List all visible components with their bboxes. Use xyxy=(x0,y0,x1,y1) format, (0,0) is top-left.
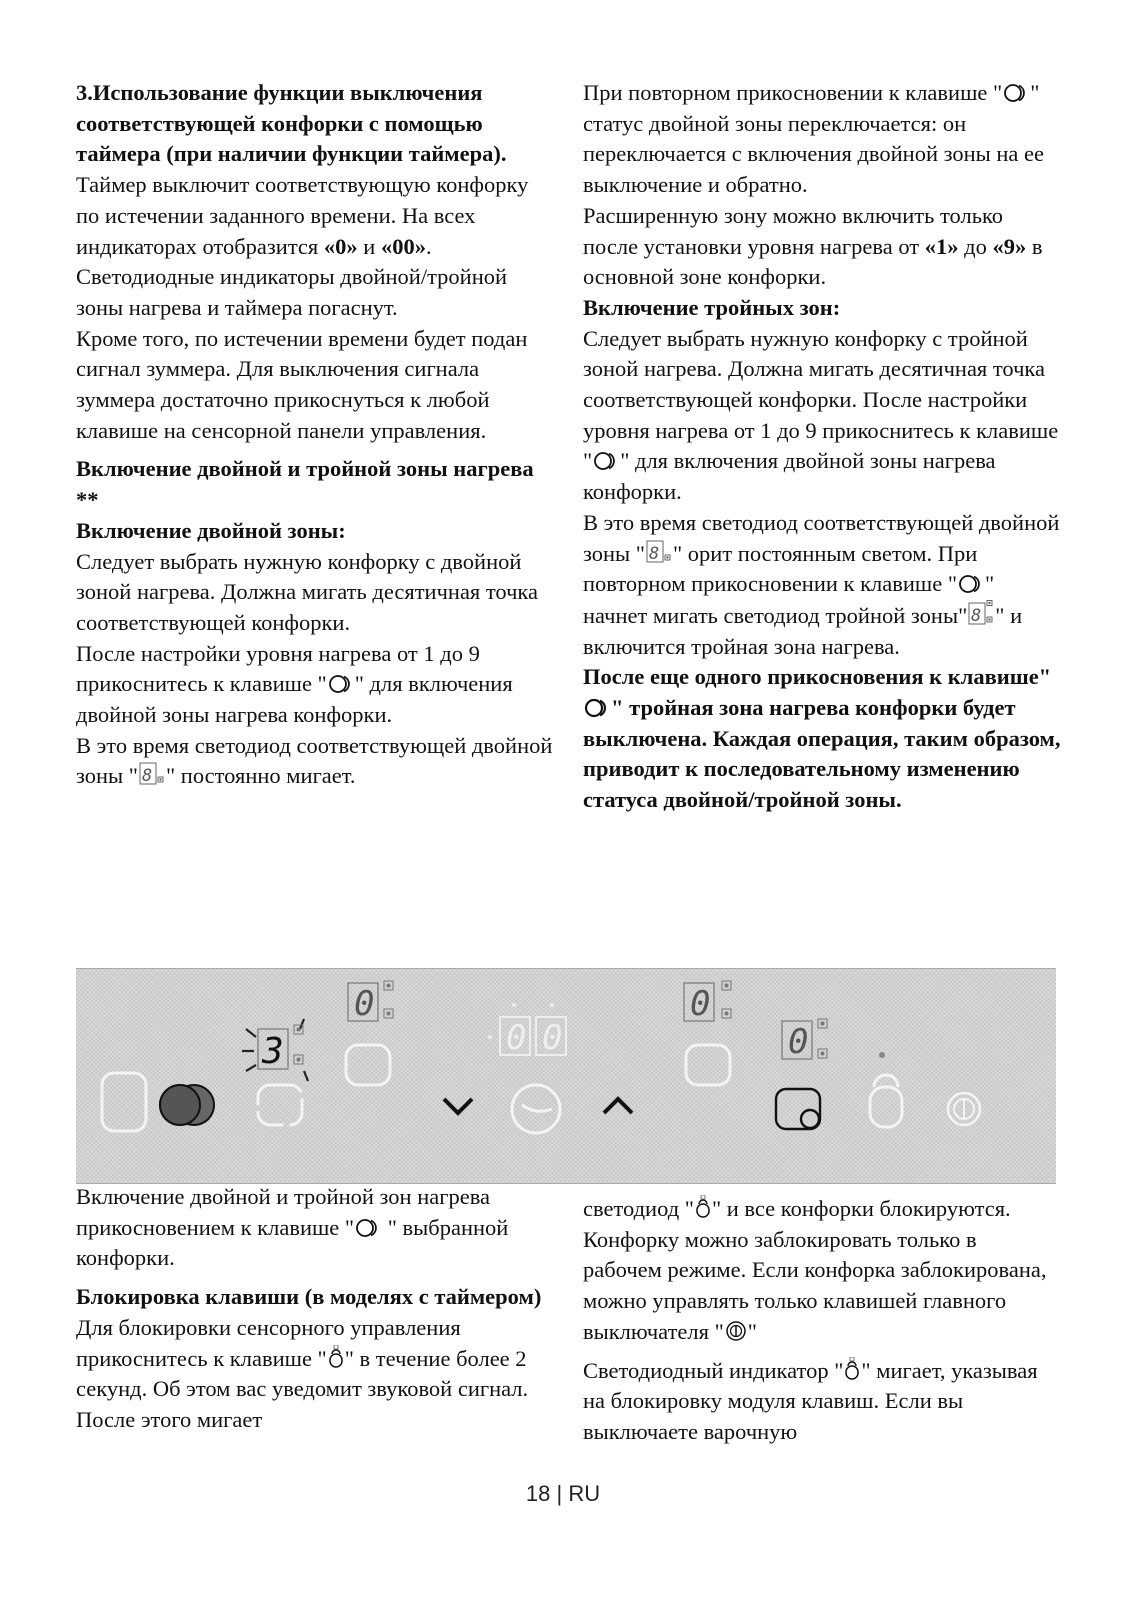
buzzer-paragraph: Кроме того, по истечении времени будет подан сигнал зуммера. Для выключения сигнала зуммера достаточно прикоснуться к любой клавише на сенсорной панели управления. xyxy=(76,325,528,443)
svg-text:8: 8 xyxy=(141,766,153,787)
display-timer-2-digit: 0 xyxy=(542,1018,563,1058)
dual-zone-key-icon xyxy=(584,698,610,718)
display-timer-1-digit: 0 xyxy=(506,1018,527,1058)
dual-zone-led-paragraph: В это время светодиод соответствующей двойной зоны " 8 " постоянно мигает. xyxy=(76,732,553,789)
footer-separator: | xyxy=(556,1481,563,1506)
zone-key-left-top[interactable] xyxy=(346,1045,390,1085)
display-left-blink-digit: 3 xyxy=(262,1031,284,1072)
left-column-bottom xyxy=(76,1182,554,1436)
display-right-top-digit: 0 xyxy=(690,984,711,1024)
timer-off-paragraph: Таймер выключит соответствующую конфорку по истечении заданного времени. На всех индикаторах отобразится «0» и «00». Светодиодные индикаторы двойной/тройной зоны нагрева и таймера погаснут. xyxy=(76,172,529,320)
left-column-top xyxy=(76,78,554,792)
dual-zone-led-icon xyxy=(139,762,165,786)
dual-zone-key-icon xyxy=(328,674,354,694)
zone-key-left-blink[interactable] xyxy=(258,1085,302,1125)
triple-zone-heading: Включение тройных зон: xyxy=(583,294,841,320)
dual-zone-key-icon xyxy=(355,1218,381,1238)
display-left-top-digit: 0 xyxy=(354,984,375,1024)
timer-off-heading: 3.Использование функции выключения соответствующей конфорки с помощью таймера (при наличии функции таймера). xyxy=(76,80,507,167)
key-lock-icon xyxy=(844,1357,860,1381)
triple-zone-led-paragraph: В это время светодиод соответствующей двойной зоны " 8 " орит постоянным светом. При повторном прикосновении к клавише " " начнет мигать светодиод тройной зоны" 8 " и включится тройная зона нагрева. xyxy=(583,509,1060,659)
page-footer xyxy=(0,1481,1126,1507)
power-key-icon[interactable] xyxy=(948,1093,980,1125)
key-lock-icon xyxy=(695,1195,711,1219)
triple-zone-select-paragraph: Следует выбрать нужную конфорку с тройной зоной нагрева. Должна мигать десятичная точка соответствующей конфорки. После настройки уровня нагрева от 1 до 9 прикоснитесь к клавише " " для включения двойной зоны нагрева конфорки. xyxy=(583,325,1059,505)
dual-zone-led-icon xyxy=(646,540,672,564)
page-number: 18 xyxy=(525,1481,551,1506)
zone-key-right-top[interactable] xyxy=(686,1045,730,1085)
chevron-down-icon[interactable] xyxy=(444,1099,472,1113)
zone-key-left-outer[interactable] xyxy=(102,1073,146,1131)
dual-zone-key-icon xyxy=(1003,83,1029,103)
extended-zone-paragraph: Расширенную зону можно включить только после установки уровня нагрева от «1» до «9» в основной зоне конфорки. xyxy=(583,202,1043,290)
dual-zone-key-icon[interactable] xyxy=(160,1085,214,1125)
key-lock-icon[interactable] xyxy=(870,1075,902,1127)
caption-paragraph: Включение двойной и тройной зон нагрева прикосновением к клавише " " выбранной конфорки. xyxy=(76,1184,509,1271)
svg-text:8: 8 xyxy=(648,543,660,564)
lock-indicator-paragraph: Светодиодный индикатор " " мигает, указывая на блокировку модуля клавиш. Если вы выключаете варочную xyxy=(583,1357,1038,1444)
language-code: RU xyxy=(568,1481,601,1506)
right-column-top xyxy=(583,78,1061,816)
dual-zone-heading: Включение двойной зоны: xyxy=(76,517,346,543)
display-right-lower-digit: 0 xyxy=(788,1022,809,1062)
lock-led-paragraph: светодиод " " и все конфорки блокируются. xyxy=(583,1196,1011,1221)
triple-zone-led-icon xyxy=(968,600,994,626)
dual-zone-touch-paragraph: После настройки уровня нагрева от 1 до 9 прикоснитесь к клавише " " для включения двойной зоны нагрева конфорки. xyxy=(76,640,513,728)
triple-zone-key-icon[interactable] xyxy=(776,1089,820,1129)
key-lock-heading: Блокировка клавиши (в моделях с таймером) xyxy=(76,1284,542,1310)
power-key-icon xyxy=(725,1320,747,1342)
dual-zone-toggle-paragraph: При повторном прикосновении к клавише " " статус двойной зоны переключается: он переключается с включения двойной зоны на ее выключение и обратно. xyxy=(583,80,1045,198)
key-lock-icon xyxy=(328,1345,344,1369)
dual-zone-select-paragraph: Следует выбрать нужную конфорку с двойной зоной нагрева. Должна мигать десятичная точка соответствующей конфорки. xyxy=(76,548,538,635)
triple-zone-off-paragraph: После еще одного прикосновения к клавише" " тройная зона нагрева конфорки будет выключена. Каждая операция, таким образом, приводит к последовательному изменению статуса двойной/тройной зоны. xyxy=(583,664,1061,813)
control-panel-drawing xyxy=(76,969,1056,1183)
key-lock-paragraph: Для блокировки сенсорного управления прикоснитесь к клавише " " в течение более 2 секунд. Об этом вас уведомит звуковой сигнал. После этого мигает xyxy=(76,1314,529,1432)
right-column-bottom xyxy=(583,1194,1061,1448)
svg-text:8: 8 xyxy=(971,605,982,626)
timer-key-icon[interactable] xyxy=(512,1085,560,1133)
chevron-up-icon[interactable] xyxy=(604,1099,632,1113)
dual-triple-zone-heading: Включение двойной и тройной зоны нагрева ** xyxy=(76,456,534,513)
dual-zone-key-icon xyxy=(958,574,984,594)
lock-operation-paragraph: Конфорку можно заблокировать только в рабочем режиме. Если конфорка заблокирована, можно управлять только клавишей главного выключателя " " xyxy=(583,1226,1047,1344)
control-panel-illustration xyxy=(76,968,1056,1184)
dual-zone-key-icon xyxy=(593,451,619,471)
